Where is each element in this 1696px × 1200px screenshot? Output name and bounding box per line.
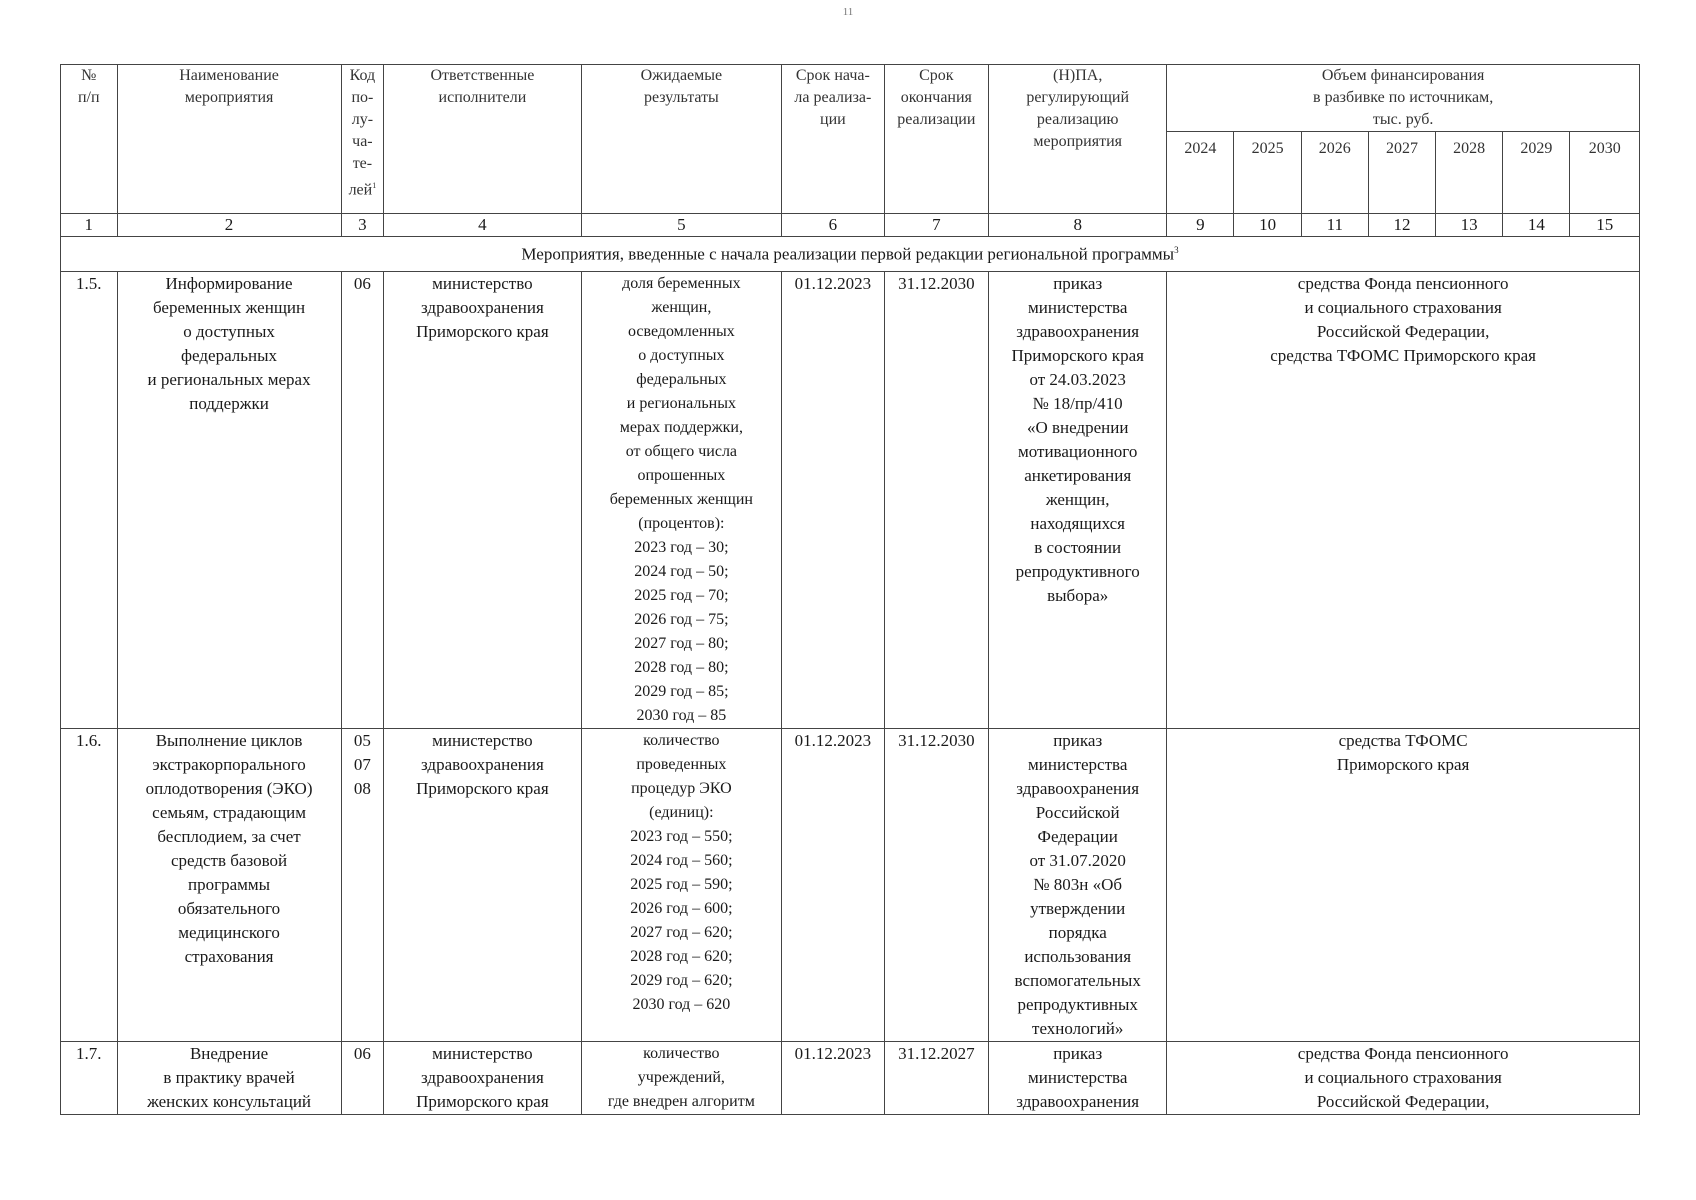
row-name: Внедрение в практику врачей женских консультаций bbox=[117, 1042, 341, 1115]
row-code: 05 07 08 bbox=[341, 729, 384, 1042]
row-name: Выполнение циклов экстракорпорального оплодотворения (ЭКО) семьям, страдающим бесплодием, за счет средств базовой программы обязательного медицинского страхования bbox=[117, 729, 341, 1042]
row-start-date: 01.12.2023 bbox=[782, 1042, 884, 1115]
program-table bbox=[60, 64, 1640, 1115]
header-year: 2029 bbox=[1503, 132, 1570, 214]
section-title: Мероприятия, введенные с начала реализации первой редакции региональной программы bbox=[521, 244, 1175, 264]
header-col-code bbox=[341, 65, 384, 214]
row-funding: средства Фонда пенсионного и социального страхования Российской Федерации, средства ТФОМС Приморского края bbox=[1167, 272, 1640, 729]
row-code: 06 bbox=[341, 272, 384, 729]
column-number: 7 bbox=[884, 214, 989, 237]
row-executor: министерство здравоохранения Приморского края bbox=[384, 729, 581, 1042]
row-code: 06 bbox=[341, 1042, 384, 1115]
header-col-results: Ожидаемые результаты bbox=[581, 65, 782, 214]
column-number: 6 bbox=[782, 214, 884, 237]
header-year: 2025 bbox=[1234, 132, 1301, 214]
column-number: 12 bbox=[1368, 214, 1435, 237]
column-number-row bbox=[61, 214, 1640, 237]
section-title-sup: 3 bbox=[1174, 245, 1179, 255]
header-col-code-sup: 1 bbox=[372, 181, 377, 190]
header-year: 2027 bbox=[1368, 132, 1435, 214]
header-year: 2024 bbox=[1167, 132, 1234, 214]
column-number: 4 bbox=[384, 214, 581, 237]
row-results: доля беременных женщин, осведомленных о доступных федеральных и региональных мерах поддержки, от общего числа опрошенных беременных женщин (процентов): 2023 год – 30; 2024 год – 50; 2025 год – 70; 2026 год – 75; 2027 год – 80; 2028 год – 80; 2029 год – 85; 2030 год – 85 bbox=[581, 272, 782, 729]
row-funding: средства Фонда пенсионного и социального страхования Российской Федерации, bbox=[1167, 1042, 1640, 1115]
row-end-date: 31.12.2030 bbox=[884, 272, 989, 729]
row-executor: министерство здравоохранения Приморского края bbox=[384, 1042, 581, 1115]
section-row bbox=[61, 237, 1640, 272]
section-title-cell bbox=[61, 237, 1640, 272]
header-col-start: Срок нача- ла реализа- ции bbox=[782, 65, 884, 214]
column-number: 10 bbox=[1234, 214, 1301, 237]
column-number: 14 bbox=[1503, 214, 1570, 237]
header-year: 2028 bbox=[1436, 132, 1503, 214]
page-number: 11 bbox=[842, 6, 854, 18]
column-number: 9 bbox=[1167, 214, 1234, 237]
row-results: количество проведенных процедур ЭКО (единиц): 2023 год – 550; 2024 год – 560; 2025 год – 590; 2026 год – 600; 2027 год – 620; 2028 год – 620; 2029 год – 620; 2030 год – 620 bbox=[581, 729, 782, 1042]
header-col-code-text: Код по- лу- ча- те- лей bbox=[348, 67, 376, 199]
table-row bbox=[61, 1042, 1640, 1115]
row-funding: средства ТФОМС Приморского края bbox=[1167, 729, 1640, 1042]
row-start-date: 01.12.2023 bbox=[782, 729, 884, 1042]
column-number: 1 bbox=[61, 214, 118, 237]
column-number: 5 bbox=[581, 214, 782, 237]
row-npa: приказ министерства здравоохранения Приморского края от 24.03.2023 № 18/пр/410 «О внедрении мотивационного анкетирования женщин, находящихся в состоянии репродуктивного выбора» bbox=[989, 272, 1167, 729]
column-number: 15 bbox=[1570, 214, 1640, 237]
column-number: 2 bbox=[117, 214, 341, 237]
column-number: 3 bbox=[341, 214, 384, 237]
row-npa: приказ министерства здравоохранения bbox=[989, 1042, 1167, 1115]
header-funding: Объем финансирования в разбивке по источникам, тыс. руб. bbox=[1167, 65, 1640, 132]
table-row bbox=[61, 272, 1640, 729]
column-number: 11 bbox=[1301, 214, 1368, 237]
header-col-num: № п/п bbox=[61, 65, 118, 214]
row-npa: приказ министерства здравоохранения Российской Федерации от 31.07.2020 № 803н «Об утверждении порядка использования вспомогательных репродуктивных технологий» bbox=[989, 729, 1167, 1042]
row-number: 1.7. bbox=[61, 1042, 118, 1115]
row-end-date: 31.12.2030 bbox=[884, 729, 989, 1042]
table-row bbox=[61, 729, 1640, 1042]
header-year: 2030 bbox=[1570, 132, 1640, 214]
row-number: 1.5. bbox=[61, 272, 118, 729]
row-name: Информирование беременных женщин о доступных федеральных и региональных мерах поддержки bbox=[117, 272, 341, 729]
row-results: количество учреждений, где внедрен алгоритм bbox=[581, 1042, 782, 1115]
row-number: 1.6. bbox=[61, 729, 118, 1042]
header-row bbox=[61, 65, 1640, 132]
row-end-date: 31.12.2027 bbox=[884, 1042, 989, 1115]
column-number: 13 bbox=[1436, 214, 1503, 237]
header-col-name: Наименование мероприятия bbox=[117, 65, 341, 214]
header-col-end: Срок окончания реализации bbox=[884, 65, 989, 214]
row-executor: министерство здравоохранения Приморского края bbox=[384, 272, 581, 729]
header-col-npa: (Н)ПА, регулирующий реализацию мероприятия bbox=[989, 65, 1167, 214]
row-start-date: 01.12.2023 bbox=[782, 272, 884, 729]
column-number: 8 bbox=[989, 214, 1167, 237]
header-year: 2026 bbox=[1301, 132, 1368, 214]
header-col-executor: Ответственные исполнители bbox=[384, 65, 581, 214]
